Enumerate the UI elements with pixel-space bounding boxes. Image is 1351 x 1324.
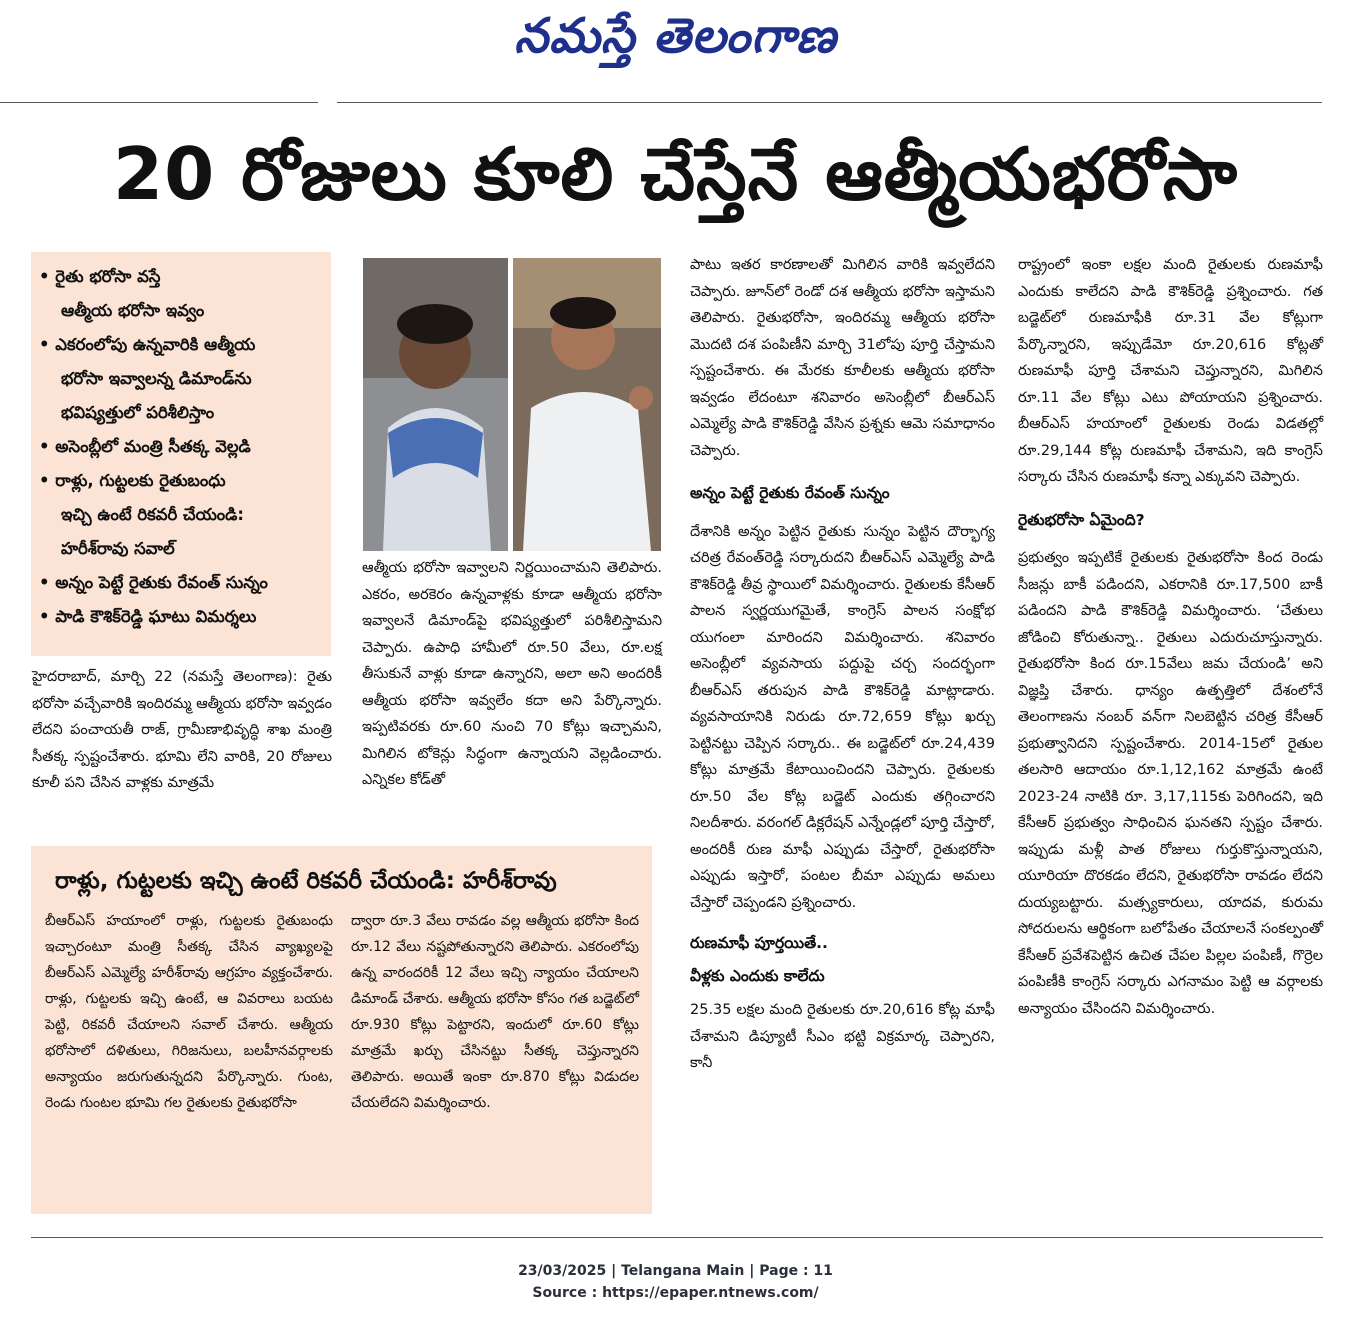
col4-paragraph-b: ప్రభుత్వం ఇప్పటికే రైతులకు రైతుభరోసా కింద రెండు సీజన్లు బాకీ పడిందని, ఎకరానికి రూ.17,500 బాకీ పడిందని పాడి కౌశిక్‌రెడ్డి విమర్శించారు. ‘చేతులు జోడించి కోరుతున్నా.. రైతులు ఎదురుచూస్తున్నారు. రైతుభరోసా కింద రూ.15వేలు జమ చేయండి’ అని విజ్ఞప్తి చేశారు. ధాన్యం ఉత్పత్తిలో దేశంలోనే తెలంగాణను నంబర్ వన్‌గా నిలబెట్టిన చరిత్ర కేసీఆర్ ప్రభుత్వానిదని స్పష్టంచేశారు. 2014-15లో రైతుల తలసారి ఆదాయం రూ.1,12,162 మాత్రమే ఉంటే 2023-24 నాటికి రూ. 3,17,115కు పెరిగిందని, ఇది కేసీఆర్ ప్రభుత్వం సాధించిన ఘనతని స్పష్టం చేశారు. ఇప్పుడు మళ్లీ పాత రోజులు గుర్తుకొస్తున్నాయని, యూరియా దొరకడం లేదని, రైతుభరోసా రావడం లేదని దుయ్యబట్టారు. మత్స్యకారులు, యాదవ, కురుమ సోదరులను ఆర్థికంగా బలోపేతం చేయాలనే సంకల్పంతో కేసీఆర్ ప్రవేశపెట్టిన ఉచిత చేపల పిల్లల పంపిణీ, గొర్రెల పంపిణీకి కాంగ్రెస్ సర్కారు ఎగనామం పెట్టి ఆ వర్గాలకు అన్యాయం చేసిందని విమర్శించారు. [1018, 550, 1323, 1017]
highlight-line: • అసెంబ్లీలో మంత్రి సీతక్క వెల్లడి [39, 437, 251, 456]
bottom-rule [31, 1237, 1323, 1238]
col2-paragraph: ఆత్మీయ భరోసా ఇవ్వాలని నిర్ణయించామని తెలిపారు. ఎకరం, అరకెరం ఉన్నవాళ్లకు కూడా ఆత్మీయ భరోసా ఇవ్వాలనే డిమాండ్‌పై భవిష్యత్తులో పరిశీలిస్తామని చెప్పారు. ఉపాధి హామీలో రూ.50 వేలు, రూ.లక్ష తీసుకునే వాళ్లు కూడా ఉన్నారని, అలా అని అందరికీ ఆత్మీయ భరోసా ఇవ్వలేం కదా అని పేర్కొన్నారు. ఇప్పటివరకు రూ.60 నుంచి 70 కోట్లు ఇచ్చామని, మిగిలిన టోకెన్లు సిద్ధంగా ఉన్నాయని వెల్లడించారు. ఎన్నికల కోడ్‌తో [362, 560, 662, 788]
highlights-box [31, 252, 331, 656]
highlight-line: • ఎకరంలోపు ఉన్నవారికి ఆత్మీయ [39, 335, 256, 354]
highlight-line: ఇచ్చి ఉంటే రికవరీ చేయండి: [61, 505, 244, 524]
top-rule-left [0, 102, 318, 103]
photo-mla-image [513, 258, 661, 551]
subheading-raitubharosa: రైతుభరోసా ఏమైంది? [1018, 510, 1145, 529]
col3-paragraph-c: 25.35 లక్షల మంది రైతులకు రూ.20,616 కోట్ల మాఫీ చేశామని డిప్యూటీ సీఎం భట్టి విక్రమార్క చెప్పారని, కానీ [690, 1002, 995, 1071]
subheading-annam: అన్నం పెట్టే రైతుకు రేవంత్ సున్నం [690, 484, 890, 502]
intro-paragraph: హైదరాబాద్, మార్చి 22 (నమస్తే తెలంగాణ): రైతు భరోసా వచ్చేవారికి ఇందిరమ్మ ఆత్మీయ భరోసా ఇవ్వడం లేదని పంచాయతీ రాజ్, గ్రామీణాభివృద్ధి శాఖ మంత్రి సీతక్క స్పష్టంచేశారు. భూమి లేని వారికి, 20 రోజులు కూలీ పని చేసిన వాళ్లకు మాత్రమే [32, 669, 332, 791]
box-left-column [45, 908, 333, 1116]
col3-paragraph-a: పాటు ఇతర కారణాలతో మిగిలిన వారికి ఇవ్వలేదని చెప్పారు. జూన్‌లో రెండో దశ ఆత్మీయ భరోసా ఇస్తామని తెలిపారు. రైతుభరోసా, ఇందిరమ్మ ఆత్మీయ భరోసా మొదటి దశ పంపిణీని మార్చి 31లోపు పూర్తి చేస్తామని స్పష్టంచేశారు. ఈ మేరకు కూలీలకు ఆత్మీయ భరోసా ఇవ్వడం లేదంటూ శనివారం అసెంబ్లీలో బీఆర్‌ఎస్ ఎమ్మెల్యే పాడి కౌశిక్‌రెడ్డి వేసిన ప్రశ్నకు ఆమె సమాధానం చెప్పారు. [690, 257, 995, 459]
harish-rao-box [31, 846, 652, 1214]
highlight-line: • అన్నం పెట్టే రైతుకు రేవంత్ సున్నం [39, 573, 268, 592]
highlight-line: ఆత్మీయ భరోసా ఇవ్వం [61, 301, 205, 320]
subheading-veellaku: వీళ్లకు ఎందుకు కాలేదు [690, 966, 825, 985]
article-col4 [1018, 252, 1323, 1022]
highlight-line: • రైతు భరోసా వస్తే [39, 267, 161, 286]
top-rule-right [337, 102, 1322, 103]
subheading-runamafi: రుణమాఫీ పూర్తయితే.. [690, 934, 828, 952]
highlight-line: భవిష్యత్తులో పరిశీలిస్తాం [61, 403, 215, 422]
highlight-line: • రాళ్లు, గుట్టలకు రైతుబంధు [39, 471, 226, 490]
article-col2 [362, 555, 662, 794]
highlight-line: హరీశ్‌రావు సవాల్ [61, 539, 175, 558]
photo-mla [513, 258, 661, 551]
col4-paragraph-a: రాష్ట్రంలో ఇంకా లక్షల మంది రైతులకు రుణమాఫీ ఎందుకు కాలేదని పాడి కౌశిక్‌రెడ్డి ప్రశ్నించారు. గత బడ్జెట్‌లో రుణమాఫీకి రూ.31 వేల కోట్లుగా పేర్కొన్నారని, ఇప్పుడేమో రూ.20,616 కోట్లతో రుణమాఫీ పూర్తి చేశామని చెప్తున్నారని, మిగిలిన రూ.11 వేల కోట్లు ఎటు పోయాయని ప్రశ్నించారు. బీఆర్‌ఎస్ హయాంలో రైతులకు రెండు విడతల్లో రూ.29,144 కోట్ల రుణమాఫీ చేశామని, ఇది కాంగ్రెస్ సర్కారు చేసిన రుణమాఫీ కన్నా ఎక్కువని చెప్పారు. [1018, 257, 1323, 485]
box-title: రాళ్లు, గుట్టలకు ఇచ్చి ఉంటే రికవరీ చేయండి: హరీశ్‌రావు [55, 868, 557, 894]
masthead-logo: నమస్తే తెలంగాణ [514, 8, 837, 64]
article-col3 [690, 252, 995, 1077]
photo-minister [363, 258, 508, 551]
footer-date-line: 23/03/2025 | Telangana Main | Page : 11 [518, 1263, 833, 1279]
highlights-list [39, 260, 325, 634]
box-left-paragraph: బీఆర్‌ఎస్ హయాంలో రాళ్లు, గుట్టలకు రైతుబంధు ఇచ్చారంటూ మంత్రి సీతక్క చేసిన వ్యాఖ్యలపై బీఆర్‌ఎస్ ఎమ్మెల్యే హరీశ్‌రావు ఆగ్రహం వ్యక్తంచేశారు. రాళ్లు, గుట్టలకు ఇచ్చి ఉంటే, ఆ వివరాలు బయట పెట్టి, రికవరీ చేయాలని సవాల్ చేశారు. ఆత్మీయ భరోసాలో దళితులు, గిరిజనులు, బలహీనవర్గాలకు అన్యాయం జరుగుతున్నదని పేర్కొన్నారు. గుంట, రెండు గుంటల భూమి గల రైతులకు రైతుభరోసా [45, 913, 333, 1111]
box-right-column [351, 908, 639, 1116]
highlight-line: • పాడి కౌశిక్‌రెడ్డి ఘాటు విమర్శలు [39, 607, 257, 626]
headline: 20 రోజులు కూలి చేస్తేనే ఆత్మీయభరోసా [113, 132, 1238, 216]
highlight-line: భరోసా ఇవ్వాలన్న డిమాండ్‌ను [61, 369, 252, 388]
article-intro [32, 664, 332, 797]
photo-minister-image [363, 258, 508, 551]
box-right-paragraph: ద్వారా రూ.3 వేలు రావడం వల్ల ఆత్మీయ భరోసా కింద రూ.12 వేలు నష్టపోతున్నారని తెలిపారు. ఎకరంలోపు ఉన్న వారందరికీ 12 వేలు ఇచ్చి న్యాయం చేయాలని డిమాండ్ చేశారు. ఆత్మీయ భరోసా కోసం గత బడ్జెట్‌లో రూ.930 కోట్లు పెట్టారని, ఇందులో రూ.60 కోట్లు మాత్రమే ఖర్చు చేసినట్టు సీతక్క చెప్తున్నారని తెలిపారు. అయితే ఇంకా రూ.870 కోట్లు విడుదల చేయలేదని విమర్శించారు. [351, 913, 639, 1111]
col3-paragraph-b: దేశానికి అన్నం పెట్టిన రైతుకు సున్నం పెట్టిన దౌర్భాగ్య చరిత్ర రేవంత్‌రెడ్డి సర్కారుదని బీఆర్‌ఎస్ ఎమ్మెల్యే పాడి కౌశిక్‌రెడ్డి తీవ్ర స్థాయిలో విమర్శించారు. రైతులకు కేసీఆర్ పాలన స్వర్ణయుగమైతే, కాంగ్రెస్ పాలన సంక్షోభ యుగంలా మారిందని విమర్శించారు. శనివారం అసెంబ్లీలో వ్యవసాయ పద్దుపై చర్చ సందర్భంగా బీఆర్‌ఎస్ తరుపున పాడి కౌశిక్‌రెడ్డి మాట్లాడారు. వ్యవసాయానికి నిరుడు రూ.72,659 కోట్లు ఖర్చు పెట్టినట్టు చెప్పిన సర్కారు.. ఈ బడ్జెట్‌లో రూ.24,439 కోట్లు మాత్రమే కేటాయించిందని చెప్పారు. రైతులకు రూ.50 వేల కోట్ల బడ్జెట్ ఎందుకు తగ్గించారని నిలదీశారు. వరంగల్ డిక్లరేషన్ ఎన్నేండ్లలో పూర్తి చేస్తారో, అందరికీ రుణ మాఫీ ఎప్పుడు చేస్తారో, రైతుభరోసా ఎప్పుడు ఇస్తారో, పంటల బీమా ఎప్పుడు అమలు చేస్తారో చెప్పండని ప్రశ్నించారు. [690, 523, 995, 911]
footer-source-line: Source : https://epaper.ntnews.com/ [532, 1285, 819, 1301]
